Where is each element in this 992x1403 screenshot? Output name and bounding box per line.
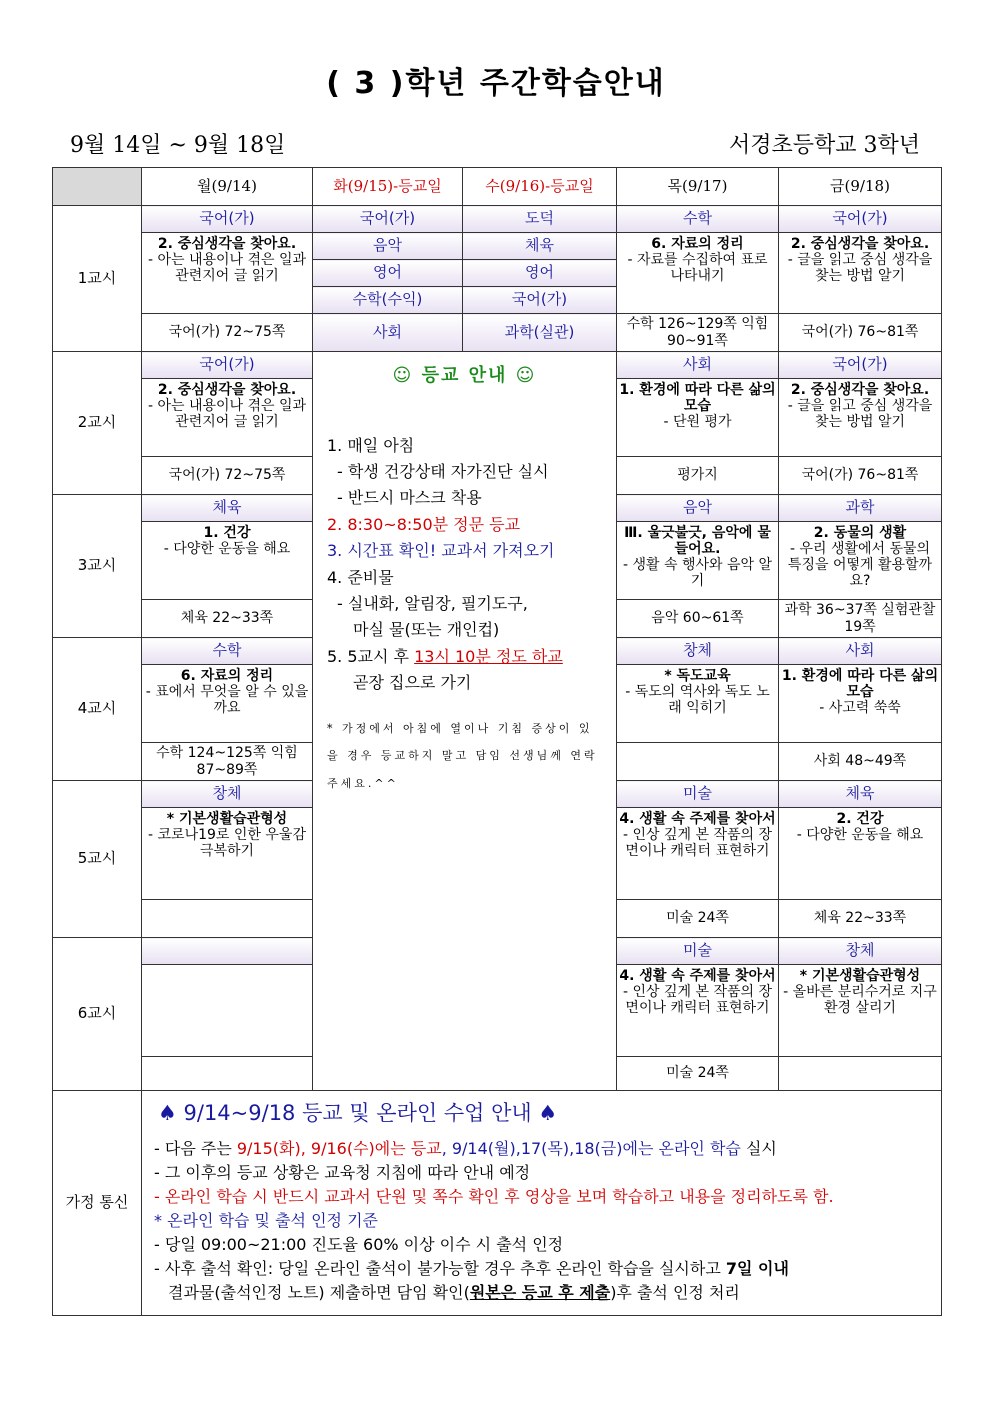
home-title: ♠ 9/14~9/18 등교 및 온라인 수업 안내 ♠ — [158, 1101, 558, 1125]
mon-page: 국어(가) 72~75쪽 — [142, 314, 313, 352]
notice-line: - 실내화, 알림장, 필기도구, — [337, 594, 528, 614]
tue-subject: 국어(가) — [313, 206, 463, 233]
period-label: 5교시 — [53, 781, 142, 938]
fri-page: 체육 22~33쪽 — [779, 900, 942, 938]
home-line: - 그 이후의 등교 상황은 교육청 지침에 따라 안내 예정 — [154, 1163, 531, 1183]
home-line — [154, 1257, 929, 1281]
period-label: 3교시 — [53, 495, 142, 638]
fri-subject: 체육 — [779, 781, 942, 808]
attendance-notice — [313, 352, 617, 1091]
desc: - 다양한 운동을 해요 — [796, 827, 924, 844]
home-highlight: 9/15(화), 9/16(수)에는 등교 — [236, 1139, 442, 1159]
mon-page — [142, 1057, 313, 1091]
notice-line: 1. 매일 아침 — [327, 435, 415, 455]
wed-subject: 국어(가) — [463, 287, 617, 314]
fri-content — [779, 379, 942, 457]
thu-subject: 수학 — [617, 206, 779, 233]
desc: - 코로나19로 인한 우울감 극복하기 — [148, 827, 306, 860]
thu-page: 음악 60~61쪽 — [617, 600, 779, 638]
home-line: * 온라인 학습 및 출석 인정 기준 — [154, 1211, 378, 1231]
notice-line: 3. 시간표 확인! 교과서 가져오기 — [327, 541, 555, 561]
thu-content — [617, 965, 779, 1057]
desc: - 독도의 역사와 독도 노래 익히기 — [625, 684, 770, 717]
fri-page: 국어(가) 76~81쪽 — [779, 457, 942, 495]
thu-content — [617, 233, 779, 314]
notice-title: ☺ 등교 안내 ☺ — [392, 365, 537, 386]
home-text: , 9/14(월),17(목),18(금)에는 — [441, 1139, 659, 1159]
unit: 2. 중심생각을 찾아요. — [157, 382, 297, 398]
desc: - 단원 평가 — [663, 414, 732, 431]
home-highlight: 원본은 등교 후 제출 — [469, 1283, 611, 1303]
fri-content — [779, 665, 942, 743]
desc: - 사고력 쑥쑥 — [819, 700, 901, 717]
unit: 2. 중심생각을 찾아요. — [157, 236, 297, 252]
fri-page: 과학 36~37쪽 실험관찰 19쪽 — [779, 600, 942, 638]
notice-line: - 반드시 마스크 착용 — [337, 488, 482, 508]
mon-page — [142, 900, 313, 938]
home-highlight: 온라인 학습 — [658, 1139, 741, 1159]
header-row — [53, 168, 942, 206]
period-label: 4교시 — [53, 638, 142, 781]
fri-page: 사회 48~49쪽 — [779, 743, 942, 781]
fri-content — [779, 233, 942, 314]
desc: - 올바른 분리수거로 지구 환경 살리기 — [783, 984, 937, 1017]
fri-content — [779, 808, 942, 900]
page-title: ( 3 )학년 주간학습안내 — [326, 66, 666, 101]
unit: Ⅲ. 울긋불긋, 음악에 물들어요. — [624, 525, 771, 558]
fri-subject: 사회 — [779, 638, 942, 665]
fri-subject: 창체 — [779, 938, 942, 965]
tue-subject: 음악 — [313, 233, 463, 260]
desc: - 생활 속 행사와 음악 알기 — [622, 557, 773, 590]
mon-content — [142, 522, 313, 600]
mon-page: 수학 124~125쪽 익힘 87~89쪽 — [142, 743, 313, 781]
header-wed: 수(9/16)-등교일 — [463, 168, 617, 206]
notice-line: 곧장 집으로 가기 — [353, 673, 472, 693]
fri-content — [779, 522, 942, 600]
header-fri: 금(9/18) — [779, 168, 942, 206]
unit: * 기본생활습관형성 — [166, 811, 288, 827]
thu-page: 수학 126~129쪽 익힘 90~91쪽 — [617, 314, 779, 352]
mon-subject — [142, 938, 313, 965]
period-label: 1교시 — [53, 206, 142, 352]
home-text: )후 출석 인정 처리 — [610, 1283, 740, 1303]
home-communication — [142, 1091, 942, 1316]
unit: 2. 중심생각을 찾아요. — [790, 236, 930, 252]
mon-subject: 창체 — [142, 781, 313, 808]
notice-line: 4. 준비물 — [327, 567, 394, 587]
unit: 6. 자료의 정리 — [180, 668, 274, 684]
home-text: 실시 — [740, 1139, 777, 1159]
home-text: - 사후 출석 확인: 당일 온라인 출석이 불가능할 경우 추후 온라인 학습을 실시하고 — [154, 1259, 726, 1279]
desc: - 글을 읽고 중심 생각을 찾는 방법 알기 — [787, 398, 933, 431]
thu-page — [617, 743, 779, 781]
mon-subject: 수학 — [142, 638, 313, 665]
desc: - 아는 내용이나 겪은 일과 관련지어 글 읽기 — [147, 398, 307, 431]
mon-subject: 국어(가) — [142, 352, 313, 379]
home-text: 결과물(출석인정 노트) 제출하면 담임 확인( — [168, 1283, 470, 1303]
notice-line: - 학생 건강상태 자가진단 실시 — [337, 462, 549, 482]
thu-subject: 사회 — [617, 352, 779, 379]
home-text: - 다음 주는 — [154, 1139, 237, 1159]
thu-page: 미술 24쪽 — [617, 1057, 779, 1091]
desc: - 글을 읽고 중심 생각을 찾는 방법 알기 — [787, 252, 933, 285]
mon-content — [142, 808, 313, 900]
desc: - 자료를 수집하여 표로 나타내기 — [627, 252, 768, 285]
unit: 1. 환경에 따라 다른 삶의 모습 — [619, 382, 776, 415]
unit: 2. 건강 — [836, 811, 884, 827]
fri-content — [779, 965, 942, 1057]
wed-subject: 체육 — [463, 233, 617, 260]
mon-subject: 체육 — [142, 495, 313, 522]
header-thu: 목(9/17) — [617, 168, 779, 206]
fri-subject: 국어(가) — [779, 206, 942, 233]
unit: 1. 환경에 따라 다른 삶의 모습 — [781, 668, 939, 701]
home-line: - 온라인 학습 시 반드시 교과서 단원 및 쪽수 확인 후 영상을 보며 학습하고 내용을 정리하도록 함. — [154, 1187, 834, 1207]
period-label: 6교시 — [53, 938, 142, 1091]
fri-subject: 과학 — [779, 495, 942, 522]
date-range: 9월 14일 ~ 9월 18일 — [70, 133, 286, 158]
notice-line: 2. 8:30~8:50분 정문 등교 — [327, 514, 521, 534]
unit: 4. 생활 속 주제를 찾아서 — [619, 811, 776, 827]
home-line — [154, 1137, 929, 1161]
mon-content — [142, 233, 313, 314]
unit: 1. 건강 — [203, 525, 251, 541]
tue-subject: 영어 — [313, 260, 463, 287]
header-mon: 월(9/14) — [142, 168, 313, 206]
desc: - 인상 깊게 본 작품의 장면이나 캐릭터 표현하기 — [622, 984, 773, 1017]
thu-page: 미술 24쪽 — [617, 900, 779, 938]
thu-subject: 음악 — [617, 495, 779, 522]
home-communication-row — [53, 1091, 942, 1316]
desc: - 다양한 운동을 해요 — [163, 541, 291, 558]
home-line — [154, 1281, 929, 1305]
thu-subject: 미술 — [617, 781, 779, 808]
home-label: 가정 통신 — [53, 1091, 142, 1316]
mon-content — [142, 379, 313, 457]
wed-subject: 도덕 — [463, 206, 617, 233]
thu-content — [617, 808, 779, 900]
wed-subject: 영어 — [463, 260, 617, 287]
mon-content — [142, 665, 313, 743]
school-name: 서경초등학교 3학년 — [728, 133, 920, 158]
unit: 6. 자료의 정리 — [651, 236, 744, 252]
thu-content — [617, 665, 779, 743]
wed-subject: 과학(실관) — [463, 314, 617, 352]
mon-page: 국어(가) 72~75쪽 — [142, 457, 313, 495]
desc: - 아는 내용이나 겪은 일과 관련지어 글 읽기 — [147, 252, 307, 285]
unit: 2. 동물의 생활 — [813, 525, 907, 541]
corner-cell — [53, 168, 142, 206]
home-highlight: 7일 이내 — [725, 1259, 789, 1279]
fri-subject: 국어(가) — [779, 352, 942, 379]
mon-content — [142, 965, 313, 1057]
unit: 4. 생활 속 주제를 찾아서 — [619, 968, 776, 984]
home-line: - 당일 09:00~21:00 진도율 60% 이상 이수 시 출석 인정 — [154, 1235, 564, 1255]
thu-subject: 창체 — [617, 638, 779, 665]
thu-content — [617, 522, 779, 600]
header-tue: 화(9/15)-등교일 — [313, 168, 463, 206]
desc: - 표에서 무엇을 알 수 있을까요 — [145, 684, 309, 717]
desc: - 우리 생활에서 동물의 특징을 어떻게 활용할까요? — [787, 541, 933, 590]
fri-page — [779, 1057, 942, 1091]
unit: * 독도교육 — [664, 668, 731, 684]
mon-page: 체육 22~33쪽 — [142, 600, 313, 638]
fri-page: 국어(가) 76~81쪽 — [779, 314, 942, 352]
mon-subject: 국어(가) — [142, 206, 313, 233]
desc: - 인상 깊게 본 작품의 장면이나 캐릭터 표현하기 — [622, 827, 773, 860]
unit: 2. 중심생각을 찾아요. — [790, 382, 930, 398]
tue-subject: 사회 — [313, 314, 463, 352]
period-label: 2교시 — [53, 352, 142, 495]
handwritten-note: * 가정에서 아침에 열이나 기침 증상이 있을 경우 등교하지 말고 담임 선생님께 연락주세요.^^ — [327, 721, 598, 790]
notice-line: 마실 물(또는 개인컵) — [353, 620, 500, 640]
tue-subject: 수학(수익) — [313, 287, 463, 314]
notice-line — [327, 648, 602, 666]
unit: * 기본생활습관형성 — [799, 968, 921, 984]
notice-text: 5. 5교시 후 — [327, 646, 415, 666]
thu-page: 평가지 — [617, 457, 779, 495]
thu-content — [617, 379, 779, 457]
notice-highlight: 13시 10분 정도 하교 — [414, 646, 563, 666]
weekly-schedule-table — [52, 167, 942, 1316]
thu-subject: 미술 — [617, 938, 779, 965]
